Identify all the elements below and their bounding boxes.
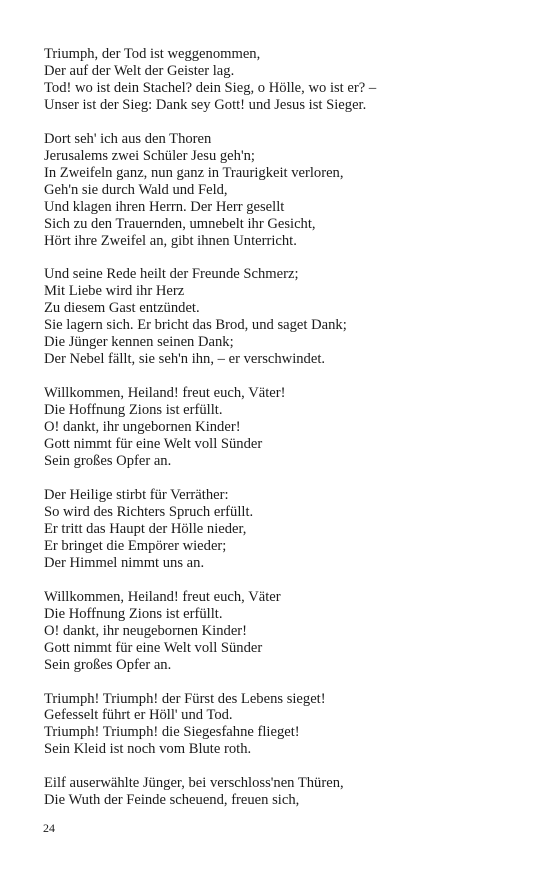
poem-line: Er tritt das Haupt der Hölle nieder, — [44, 520, 247, 537]
poem-line: Triumph! Triumph! die Siegesfahne flieget! — [44, 724, 300, 741]
poem-line: Die Hoffnung Zions ist erfüllt. — [44, 402, 223, 419]
poem-line: Die Hoffnung Zions ist erfüllt. — [44, 605, 223, 622]
stanza-3 — [44, 266, 524, 368]
stanza-6 — [44, 589, 524, 674]
poem-line: Der Nebel fällt, sie seh'n ihn, – er verschwindet. — [44, 351, 326, 368]
stanza-5 — [44, 487, 524, 572]
poem-line: Mit Liebe wird ihr Herz — [44, 283, 185, 300]
poem-line: O! dankt, ihr neugebornen Kinder! — [44, 622, 248, 639]
poem-line: Er bringet die Empörer wieder; — [44, 537, 227, 554]
poem-line: In Zweifeln ganz, nun ganz in Traurigkeit verloren, — [44, 164, 344, 181]
poem-body — [44, 46, 524, 826]
stanza-7 — [44, 691, 524, 759]
poem-line: Triumph! Triumph! der Fürst des Lebens sieget! — [44, 690, 326, 707]
stanza-8 — [44, 775, 524, 809]
poem-line: Tod! wo ist dein Stachel? dein Sieg, o Hölle, wo ist er? – — [44, 79, 377, 96]
poem-line: Zu diesem Gast entzündet. — [44, 300, 200, 317]
poem-line: Jerusalems zwei Schüler Jesu geh'n; — [44, 147, 255, 164]
poem-line: Hört ihre Zweifel an, gibt ihnen Unterricht. — [44, 232, 297, 249]
poem-line: Sein Kleid ist noch vom Blute roth. — [44, 741, 252, 758]
poem-line: Der Himmel nimmt uns an. — [44, 554, 205, 571]
poem-line: Willkommen, Heiland! freut euch, Väter — [44, 588, 281, 605]
poem-line: Sie lagern sich. Er bricht das Brod, und saget Dank; — [44, 317, 347, 334]
page-number: 24 — [43, 821, 55, 835]
poem-line: Willkommen, Heiland! freut euch, Väter! — [44, 385, 286, 402]
poem-line: Sich zu den Trauernden, umnebelt ihr Gesicht, — [44, 215, 316, 232]
poem-line: Sein großes Opfer an. — [44, 656, 172, 673]
poem-line: Und klagen ihren Herrn. Der Herr gesellt — [44, 198, 285, 215]
poem-line: Und seine Rede heilt der Freunde Schmerz; — [44, 266, 299, 283]
poem-line: Die Wuth der Feinde scheuend, freuen sich, — [44, 792, 300, 809]
poem-line: Eilf auserwählte Jünger, bei verschloss'nen Thüren, — [44, 775, 344, 792]
poem-line: Unser ist der Sieg: Dank sey Gott! und Jesus ist Sieger. — [44, 96, 367, 113]
poem-line: Gott nimmt für eine Welt voll Sünder — [44, 639, 263, 656]
stanza-1 — [44, 46, 524, 114]
poem-line: Geh'n sie durch Wald und Feld, — [44, 181, 228, 198]
poem-line: Triumph, der Tod ist weggenommen, — [44, 46, 261, 62]
poem-line: Der Heilige stirbt für Verräther: — [44, 486, 229, 503]
poem-line: Sein großes Opfer an. — [44, 453, 172, 470]
poem-line: Gott nimmt für eine Welt voll Sünder — [44, 436, 263, 453]
stanza-4 — [44, 385, 524, 470]
poem-line: Gefesselt führt er Höll' und Tod. — [44, 707, 233, 724]
poem-line: So wird des Richters Spruch erfüllt. — [44, 503, 254, 520]
poem-line: Die Jünger kennen seinen Dank; — [44, 334, 234, 351]
poem-line: Dort seh' ich aus den Thoren — [44, 130, 212, 147]
poem-line: Der auf der Welt der Geister lag. — [44, 62, 235, 79]
poem-line: O! dankt, ihr ungebornen Kinder! — [44, 419, 241, 436]
stanza-2 — [44, 131, 524, 250]
